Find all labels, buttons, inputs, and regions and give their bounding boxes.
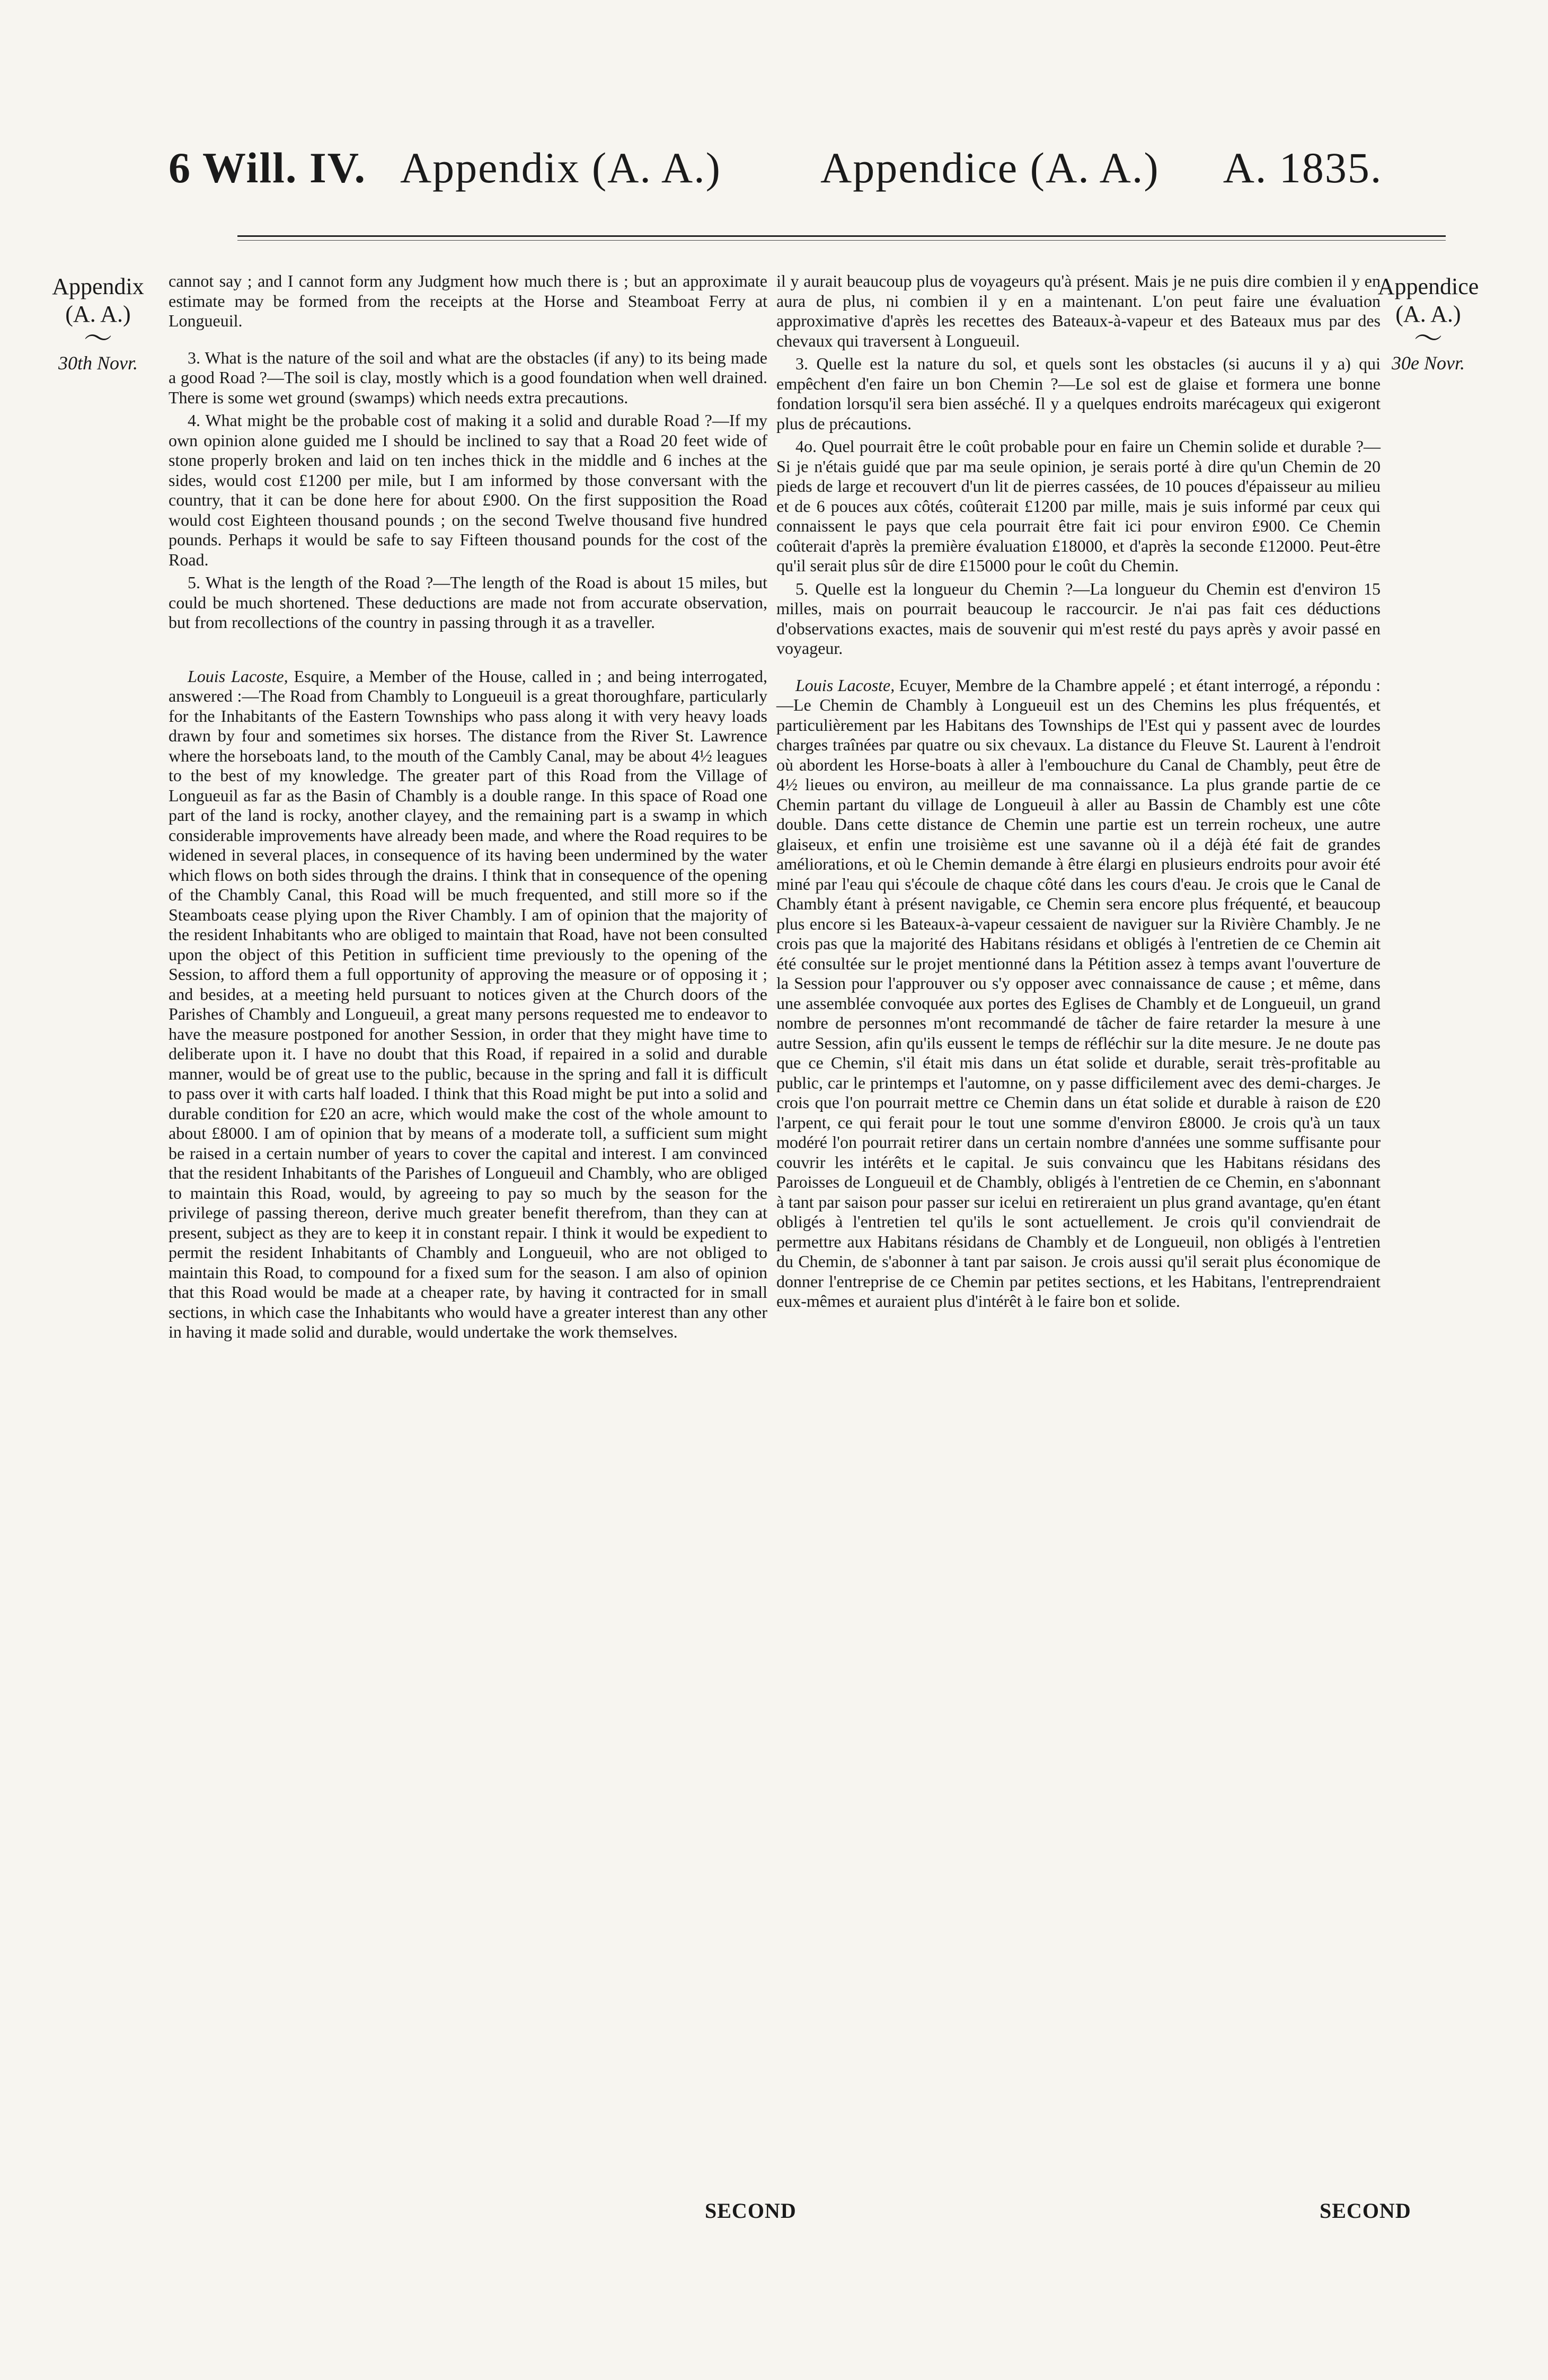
margin-appendice: Appendice — [1377, 273, 1479, 299]
appendix-label-en: Appendix (A. A.) — [400, 144, 721, 192]
question-5: 5. What is the length of the Road ?—The length of the Road is about 15 miles, but could be much shortened. These deductions are made not from accurate observation, but from recollections of the country in passing through it as a traveller. — [169, 573, 767, 632]
tilde-ornament: ～ — [84, 323, 112, 355]
catchword-right: SECOND — [1320, 2199, 1411, 2223]
margin-date: 30th Novr. — [58, 352, 138, 374]
appendix-label-fr: Appendice (A. A.) — [820, 144, 1160, 192]
running-header-left — [169, 143, 721, 193]
tilde-ornament: ～ — [1414, 323, 1443, 355]
french-column — [776, 271, 1381, 1315]
margin-appendice-code: (A. A.) — [1395, 301, 1461, 327]
testimony-text: Ecuyer, Membre de la Chambre appelé ; et étant interrogé, a répondu :—Le Chemin de Chambly à Longueuil est un des Chemins les plus fréquentés, et particulièrement par les Habitans des Townships de l'Est qui y passent avec de lourdes charges traînées par quatre ou six chevaux. La distance du Fleuve St. Laurent à l'endroit où abordent les Horse-boats à aller à l'embouchure du Canal de Chambly, peut être de 4½ lieues ou environ, au meilleur de ma connaissance. La plus grande partie de ce Chemin partant du village de Longueuil à aller au Bassin de Chambly est une côte double. Dans cette distance de Chemin une partie est un terrein rocheux, une autre glaiseux, et enfin une troisième est une savanne où il a déjà été fait de grandes améliorations, et où le Chemin demande à être élargi en plusieurs endroits pour avoir été miné par l'eau qui s'écoule de chaque côté dans les cours d'eau. Je crois que le Canal de Chambly étant à présent navigable, ce Chemin sera encore plus fréquenté, et beaucoup plus encore si les Bateaux-à-vapeur cessaient de naviguer sur la Rivière Chambly. Je ne crois pas que la majorité des Habitans résidans et obligés à l'entretien de ce Chemin ait été consultée sur le projet mentionné dans la Pétition assez à temps avant l'ouverture de la Session pour l'approuver ou s'y opposer avec connaissance de cause ; et même, dans une assemblée convoquée aux portes des Eglises de Chambly et de Longueuil, un grand nombre de personnes m'ont recommandé de tâcher de faire retarder la mesure à une autre Session, afin qu'ils eussent le temps de réfléchir sur la dite mesure. Je ne doute pas que ce Chemin, s'il était mis dans un état solide et durable, serait très-profitable au public, car le printemps et l'automne, on y passe difficilement avec des demi-charges. Je crois que l'on pourrait mettre ce Chemin dans un état solide et durable à raison de £20 l'arpent, ce qui ferait pour le tout une somme d'environ £8000. Je crois qu'à un taux modéré l'on pourrait retirer dans un certain nombre d'années une somme suffisante pour couvrir les intérêts et le capital. Je suis convaincu que les Habitans résidans des Paroisses de Longueuil et de Chambly, obligés à l'entretien de ce Chemin, en s'abonnant à tant par saison pour passer sur icelui en retireraient un plus grand avantage, qu'en étant obligés à l'entretien tel qu'ils le sont actuellement. Je crois qu'il conviendrait de permettre aux Habitans résidans de Chambly et de Longueuil, non obligés à l'entretien du Chemin, de s'abonner à tant par saison. Je crois aussi qu'il serait plus économique de donner l'entreprise de ce Chemin par petites sections, et les Habitans, l'entreprendraient eux-mêmes et auraient plus d'intérêt à le faire bon et solide. — [776, 675, 1381, 1311]
margin-appendix-code: (A. A.) — [65, 301, 131, 327]
question-4: 4o. Quel pourrait être le coût probable pour en faire un Chemin solide et durable ?—Si je n'étais guidé que par ma seule opinion, je serais porté à dire qu'un Chemin de 20 pieds de large et recouvert d'un lit de pierres cassées, de 10 pouces d'épaisseur au milieu et de 6 pouces aux côtés, coûterait £1200 par mille, mais je suis informé par ceux qui connaissent le pays que cela pourrait être fait ici pour environ £900. Ce Chemin coûterait d'après la première évaluation £18000, et d'après la seconde £12000. Peut-être qu'il serait plus sûr de dire £15000 pour le coût du Chemin. — [776, 437, 1381, 575]
question-5: 5. Quelle est la longueur du Chemin ?—La longueur du Chemin est d'environ 15 milles, mais on pourrait beaucoup le raccourcir. Je n'ai pas fait ces déductions d'observations exactes, mais de souvenir qui m'est resté du pays après y avoir passé en voyageur. — [776, 579, 1381, 658]
lacoste-testimony — [169, 667, 767, 1342]
question-3: 3. What is the nature of the soil and what are the obstacles (if any) to its being made a good Road ?—The soil is clay, mostly which is a good foundation when well drained. There is some wet ground (swamps) which needs extra precautions. — [169, 348, 767, 407]
paragraph-intro: cannot say ; and I cannot form any Judgment how much there is ; but an approximate estimate may be formed from the receipts at the Horse and Steamboat Ferry at Longueuil. — [169, 271, 767, 330]
margin-date: 30e Novr. — [1392, 352, 1465, 374]
question-4: 4. What might be the probable cost of making it a solid and durable Road ?—If my own opinion alone guided me I should be inclined to say that a Road 20 feet wide of stone properly broken and laid on ten inches thick in the middle and 6 inches at the sides, would cost £1200 per mile, but I am informed by those conversant with the country, that it can be done here for about £900. On the first supposition the Road would cost Eighteen thousand pounds ; on the second Twelve thousand five hundred pounds. Perhaps it would be safe to say Fifteen thousand pounds for the cost of the Road. — [169, 411, 767, 569]
margin-note-left — [45, 273, 151, 377]
question-3: 3. Quelle est la nature du sol, et quels sont les obstacles (si aucuns il y a) qui empêchent d'en faire un bon Chemin ?—Le sol est de glaise et formera une bonne fondation lorsqu'il sera bien asséché. Il y a quelques endroits marécageux qui exigeront plus de précautions. — [776, 354, 1381, 433]
english-column — [169, 271, 767, 1346]
lacoste-testimony — [776, 676, 1381, 1312]
margin-note-right — [1370, 273, 1487, 377]
catchword-left: SECOND — [705, 2199, 797, 2223]
reign-label: 6 Will. IV. — [169, 144, 366, 192]
testimony-text: Esquire, a Member of the House, called in ; and being interrogated, answered :—The Road from Chambly to Longueuil is a great thoroughfare, particularly for the Inhabitants of the Eastern Townships who pass along it with very heavy loads drawn by four and sometimes six horses. The distance from the River St. Lawrence where the horseboats land, to the mouth of the Cambly Canal, may be about 4½ leagues to the best of my knowledge. The greater part of this Road from the Village of Longueuil as far as the Basin of Chambly is a double range. In this space of Road one part of the land is rocky, another clayey, and the remaining part is a swamp in which considerable improvements have already been made, and where the Road requires to be widened in several places, in consequence of its having been undermined by the water which flows on both sides through the drains. I think that in consequence of the opening of the Chambly Canal, this Road will be much frequented, and still more so if the Steamboats cease plying upon the River Chambly. I am of opinion that the majority of the resident Inhabitants who are obliged to maintain that Road, have not been consulted upon the object of this Petition in sufficient time previously to the opening of the Session, to afford them a full opportunity of approving the measure or of opposing it ; and besides, at a meeting held pursuant to notices given at the Church doors of the Parishes of Chambly and Longueuil, a great many persons requested me to endeavor to have the measure postponed for another Session, in order that they might have time to deliberate upon it. I have no doubt that this Road, if repaired in a solid and durable manner, would be of great use to the public, because in the spring and fall it is difficult to pass over it with carts half loaded. I think that this Road might be put into a solid and durable condition for £20 an acre, which would make the cost of the whole amount to about £8000. I am of opinion that by means of a moderate toll, a sufficient sum might be raised in a certain number of years to cover the capital and interest. I am convinced that the resident Inhabitants of the Parishes of Longueuil and Chambly, who are obliged to maintain this Road, would, by agreeing to pay so much by the season for the privilege of passing thereon, derive much greater benefit therefrom, than they can at present, subject as they are to keep it in constant repair. I think it would be expedient to permit the resident Inhabitants of Chambly and Longueuil, who are not obliged to maintain this Road, to compound for a fixed sum for the season. I am also of opinion that this Road would be made at a cheaper rate, by having it contracted for in small sections, in which case the Inhabitants who would have a greater interest than any other in having it made solid and durable, would undertake the work themselves. — [169, 666, 767, 1341]
header-rule — [237, 235, 1446, 237]
speaker-name: Louis Lacoste, — [188, 666, 288, 686]
header-rule-thin — [237, 240, 1446, 241]
speaker-name: Louis Lacoste, — [795, 675, 895, 695]
margin-appendix: Appendix — [52, 273, 144, 299]
year-label: A. 1835. — [1223, 144, 1383, 192]
running-header-right — [820, 143, 1382, 193]
paragraph-intro: il y aurait beaucoup plus de voyageurs qu'à présent. Mais je ne puis dire combien il y en aura de plus, ni combien il y en a maintenant. L'on peut faire une évaluation approximative d'après les recettes des Bateaux-à-vapeur et des Bateaux mus par des chevaux qui traversent à Longueuil. — [776, 271, 1381, 350]
